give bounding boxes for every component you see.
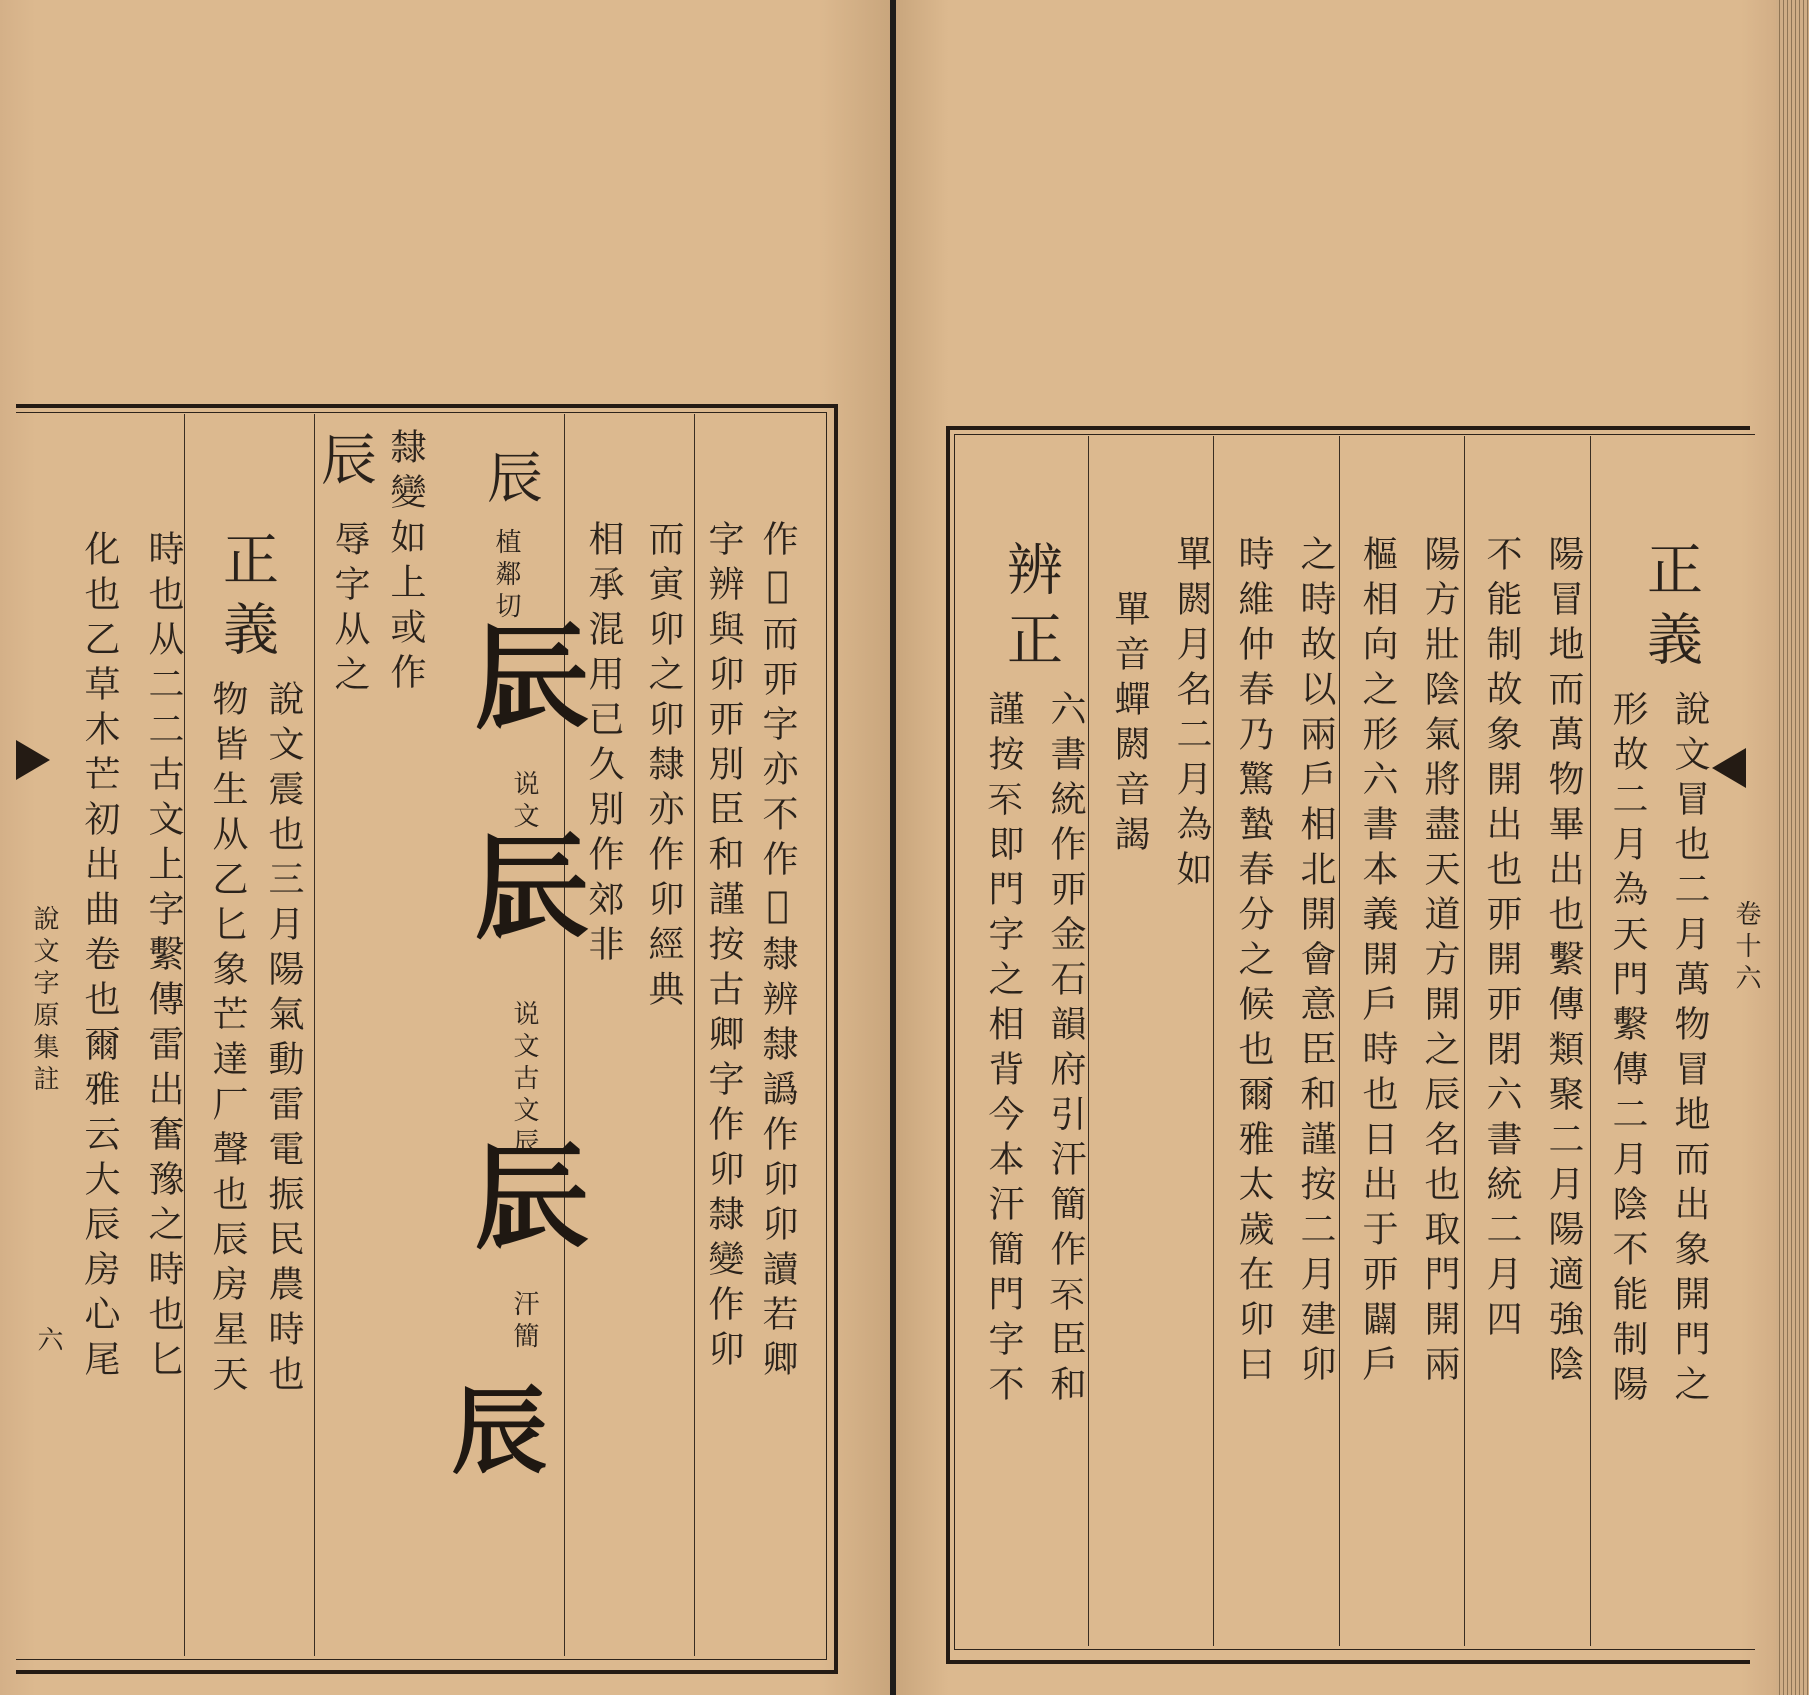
text-column: 陽方壯陰氣將盡天道方開之辰名也取門開兩: [1419, 535, 1460, 1390]
section-heading-bianzheng: 辨正: [998, 540, 1063, 680]
clerical-glyph: 辰: [436, 1380, 549, 1486]
text-column: 時也从二二古文上字繫傳雷出奮豫之時也匕: [143, 530, 184, 1385]
margin-page-number: 六: [33, 1326, 63, 1358]
hanjian-glyph: 𨑃: [459, 1130, 600, 1260]
text-column: 作𤕫而丣字亦不作𢀜隸辨隸譌作卯卯讀若卿: [757, 520, 798, 1385]
margin-title: 說文字原集註: [29, 905, 59, 1097]
fanqie-reading: 植鄰切: [491, 528, 521, 624]
text-column: 字辨與卯丣別臣和謹按古卿字作卯隸變作卯: [703, 520, 744, 1375]
section-heading-zhengyi: 正義: [214, 530, 279, 670]
text-column: 說文冒也二月萬物冒地而出象開門之: [1669, 690, 1710, 1410]
variant-glyph: 辰: [312, 430, 377, 494]
text-column: 不能制故象開出也丣開丣閉六書統二月四: [1481, 535, 1522, 1345]
glyph-source-label: 说文古文辰: [509, 1000, 539, 1160]
margin-volume-label: 卷十六: [1731, 900, 1761, 996]
text-column: 之時故以兩戶相北開會意臣和謹按二月建卯: [1295, 535, 1336, 1390]
fish-tail-mark: [1712, 748, 1746, 788]
text-column: 六書統作丣金石韻府引汗簡作𠀚臣和: [1045, 690, 1086, 1410]
text-column: 相承混用已久別作郊非: [583, 520, 624, 970]
text-column: 單音蟬閼音謁: [1109, 590, 1150, 860]
text-column: 說文震也三月陽氣動雷電振民農時也: [263, 680, 304, 1400]
section-heading-zhengyi: 正義: [1638, 540, 1703, 680]
ancient-script-glyph: 𨑃: [459, 820, 600, 950]
text-column: 時維仲春乃驚蟄春分之候也爾雅太歲在卯曰: [1233, 535, 1274, 1390]
text-column: 陽冒地而萬物畢出也繫傳類聚二月陽適強陰: [1543, 535, 1584, 1390]
glyph-source-label: 汗簡: [509, 1290, 539, 1354]
text-column: 物皆生从乙匕象芒達厂聲也辰房星天: [207, 680, 248, 1400]
text-column: 化也乙草木芒初出曲卷也爾雅云大辰房心尾: [79, 530, 120, 1385]
glyph-source-label: 说文: [509, 770, 539, 834]
fish-tail-mark: [16, 740, 50, 780]
entry-headword: 辰: [478, 448, 543, 512]
text-column: 樞相向之形六書本義開戶時也日出于丣闢戶: [1357, 535, 1398, 1390]
book-page-edges: [1776, 0, 1809, 1695]
text-column: 形故二月為天門繫傳二月陰不能制陽: [1607, 690, 1648, 1410]
text-column: 辱字从之: [329, 520, 370, 700]
text-column: 單閼月名二月為如: [1171, 535, 1212, 895]
seal-script-glyph: 𨑃: [459, 610, 600, 740]
text-column: 而寅卯之卯隸亦作卯經典: [643, 520, 684, 1015]
text-column: 隸變如上或作: [385, 428, 426, 698]
text-column: 謹按𠀚即門字之相背今本汗簡門字不: [983, 690, 1024, 1410]
